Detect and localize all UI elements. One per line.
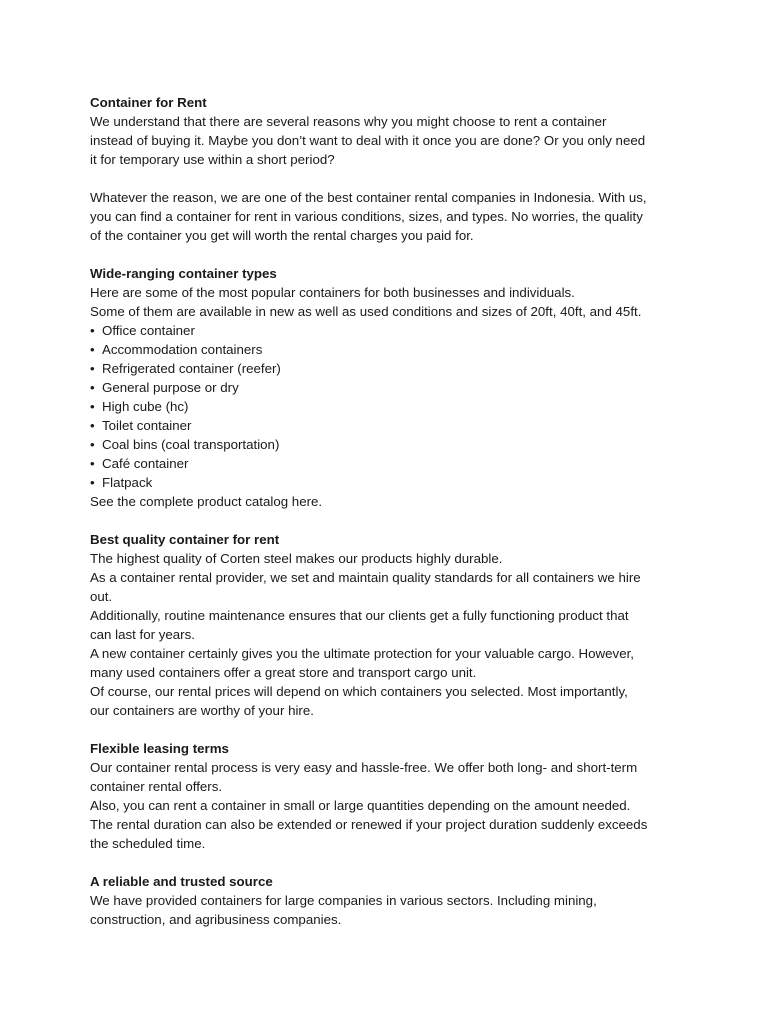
leasing-line: container rental offers. xyxy=(90,779,223,794)
bullet-icon: • xyxy=(90,437,95,452)
list-item xyxy=(90,397,690,416)
bullet-icon: • xyxy=(90,456,95,471)
bullet-icon: • xyxy=(90,323,95,338)
intro-section xyxy=(90,93,690,169)
list-item xyxy=(90,378,690,397)
leasing-line: the scheduled time. xyxy=(90,836,206,851)
intro-line: instead of buying it. Maybe you don’t want to deal with it once you are done? Or you only need xyxy=(90,133,646,148)
quality-line: A new container certainly gives you the ultimate protection for your valuable cargo. However, xyxy=(90,646,634,661)
bullet-icon: • xyxy=(90,342,95,357)
quality-line: Additionally, routine maintenance ensures that our clients get a fully functioning product that xyxy=(90,608,629,623)
trusted-section xyxy=(90,872,690,929)
bullet-icon: • xyxy=(90,475,95,490)
list-item xyxy=(90,473,690,492)
leasing-line: Our container rental process is very easy and hassle-free. We offer both long- and short-term xyxy=(90,760,638,775)
quality-heading: Best quality container for rent xyxy=(90,532,280,547)
whatever-line: of the container you get will worth the rental charges you paid for. xyxy=(90,228,474,243)
paragraph-gap xyxy=(90,720,690,739)
quality-line: out. xyxy=(90,589,113,604)
list-item-label: Office container xyxy=(102,323,195,338)
quality-line: As a container rental provider, we set and maintain quality standards for all containers we hire xyxy=(90,570,641,585)
list-item-label: Coal bins (coal transportation) xyxy=(102,437,280,452)
quality-line: Of course, our rental prices will depend on which containers you selected. Most importantly, xyxy=(90,684,628,699)
paragraph-gap xyxy=(90,169,690,188)
catalog-line: See the complete product catalog here. xyxy=(90,494,323,509)
list-item-label: Accommodation containers xyxy=(102,342,263,357)
document-page xyxy=(90,93,690,929)
list-item xyxy=(90,359,690,378)
quality-line: many used containers offer a great store and transport cargo unit. xyxy=(90,665,477,680)
paragraph-gap xyxy=(90,853,690,872)
bullet-icon: • xyxy=(90,418,95,433)
container-types-list xyxy=(90,321,690,492)
document-title: Container for Rent xyxy=(90,95,207,110)
intro-line: We understand that there are several reasons why you might choose to rent a container xyxy=(90,114,607,129)
bullet-icon: • xyxy=(90,399,95,414)
list-item-label: Café container xyxy=(102,456,189,471)
list-item xyxy=(90,321,690,340)
list-item xyxy=(90,454,690,473)
list-item-label: General purpose or dry xyxy=(102,380,239,395)
types-line: Here are some of the most popular containers for both businesses and individuals. xyxy=(90,285,575,300)
trusted-heading: A reliable and trusted source xyxy=(90,874,273,889)
bullet-icon: • xyxy=(90,380,95,395)
whatever-section xyxy=(90,188,690,245)
whatever-line: you can find a container for rent in various conditions, sizes, and types. No worries, the quality xyxy=(90,209,643,224)
whatever-line: Whatever the reason, we are one of the best container rental companies in Indonesia. With us, xyxy=(90,190,647,205)
list-item xyxy=(90,435,690,454)
quality-line: can last for years. xyxy=(90,627,195,642)
paragraph-gap xyxy=(90,511,690,530)
bullet-icon: • xyxy=(90,361,95,376)
list-item-label: Toilet container xyxy=(102,418,192,433)
leasing-section xyxy=(90,739,690,853)
types-heading: Wide-ranging container types xyxy=(90,266,277,281)
paragraph-gap xyxy=(90,245,690,264)
intro-line: it for temporary use within a short period? xyxy=(90,152,335,167)
quality-section xyxy=(90,530,690,720)
list-item-label: Flatpack xyxy=(102,475,153,490)
leasing-heading: Flexible leasing terms xyxy=(90,741,229,756)
leasing-line: The rental duration can also be extended or renewed if your project duration suddenly exceeds xyxy=(90,817,648,832)
list-item-label: Refrigerated container (reefer) xyxy=(102,361,281,376)
list-item-label: High cube (hc) xyxy=(102,399,189,414)
types-section xyxy=(90,264,690,511)
leasing-line: Also, you can rent a container in small or large quantities depending on the amount needed. xyxy=(90,798,631,813)
list-item xyxy=(90,340,690,359)
list-item xyxy=(90,416,690,435)
trusted-line: We have provided containers for large companies in various sectors. Including mining, xyxy=(90,893,597,908)
quality-line: our containers are worthy of your hire. xyxy=(90,703,314,718)
types-line: Some of them are available in new as well as used conditions and sizes of 20ft, 40ft, and 45ft. xyxy=(90,304,642,319)
trusted-line: construction, and agribusiness companies. xyxy=(90,912,342,927)
quality-line: The highest quality of Corten steel makes our products highly durable. xyxy=(90,551,503,566)
